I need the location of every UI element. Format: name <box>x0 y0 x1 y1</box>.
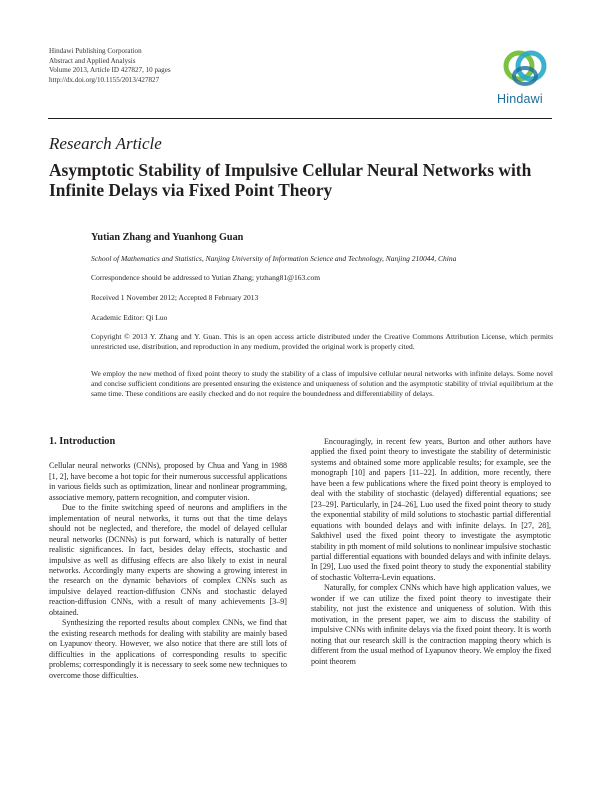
received-date: Received 1 November 2012; Accepted 8 February 2013 <box>91 293 259 302</box>
affiliation: School of Mathematics and Statistics, Nanjing University of Information Science and Technology, Nanjing 210044, China <box>91 254 457 263</box>
academic-editor: Academic Editor: Qi Luo <box>91 313 168 322</box>
paragraph: Synthesizing the reported results about complex CNNs, we find that the existing research methods for dealing with stability are mainly based on Lyapunov theory. However, we also notice that there are still lots of difficulties in the applications of corresponding results to specific problems; correspondingly it is necessary to seek some new techniques to overcome those difficulties. <box>49 618 287 680</box>
title-line-2: Infinite Delays via Fixed Point Theory <box>49 180 333 200</box>
authors: Yutian Zhang and Yuanhong Guan <box>91 232 244 243</box>
article-type: Research Article <box>49 134 162 153</box>
publisher-name: Hindawi Publishing Corporation <box>49 47 142 55</box>
title-line-1: Asymptotic Stability of Impulsive Cellular Neural Networks with <box>49 160 532 180</box>
article-title <box>49 160 559 200</box>
publication-info <box>49 47 171 85</box>
correspondence: Correspondence should be addressed to Yutian Zhang; ytzhang81@163.com <box>91 273 321 282</box>
journal-name: Abstract and Applied Analysis <box>49 56 136 65</box>
header-rule <box>48 118 552 119</box>
copyright-notice: Copyright © 2013 Y. Zhang and Y. Guan. This is an open access article distributed under the Creative Commons Attribution License, which permits unrestricted use, distribution, and reproduction in any medium, provided the original work is properly cited. <box>91 332 553 351</box>
abstract: We employ the new method of fixed point theory to study the stability of a class of impulsive cellular neural networks with infinite delays. Some novel and concise sufficient conditions are presented ensuring the existence and uniqueness of solution and the asymptotic stability of trivial equilibrium at the same time. These conditions are easily checked and do not require the boundedness and differentiability of delays. <box>91 369 553 398</box>
paragraph: Cellular neural networks (CNNs), proposed by Chua and Yang in 1988 [1, 2], have become a hot topic for their numerous successful applications in various fields such as optimization, linear and nonlinear programming, associative memory, pattern recognition, and computer vision. <box>49 461 287 502</box>
section-heading: 1. Introduction <box>49 436 116 447</box>
paragraph: Naturally, for complex CNNs which have high application values, we wonder if we can utilize the fixed point theory to investigate their stability, not just the existence and uniqueness of solution. With this motivation, in the present paper, we aim to discuss the stability of impulsive CNNs with infinite delays via the fixed point theory. It is worth noting that our research skill is the contraction mapping theory which is different from the usual method of Lyapunov theory. We employ the fixed point theorem <box>311 583 551 666</box>
right-column <box>311 437 551 667</box>
volume-line: Volume 2013, Article ID 427827, 10 pages <box>49 66 171 75</box>
doi-link[interactable]: http://dx.doi.org/10.1155/2013/427827 <box>49 75 160 84</box>
paragraph: Encouragingly, in recent few years, Burton and other authors have applied the fixed point theory to investigate the stability of deterministic systems and obtained some more applicable results; for example, see the monograph [10] and papers [11–22]. In addition, more recently, there have been a few publications where the fixed point theory is employed to deal with the stability of stochastic (delayed) differential equations; see [23–29]. Particularly, in [24–26], Luo used the fixed point theory to study the exponential stability of mild solutions to stochastic partial differential equations with bounded delays and with infinite delays. In [27, 28], Sakthivel used the fixed point theory to investigate the asymptotic stability in pth moment of mild solutions to nonlinear impulsive stochastic partial differential equations with bounded delays and with infinite delays. In [29], Luo used the fixed point theory to study the exponential stability of stochastic Volterra-Levin equations. <box>311 437 551 582</box>
paragraph: Due to the finite switching speed of neurons and amplifiers in the implementation of neural networks, it turns out that the time delays should not be neglected, and therefore, the model of delayed cellular neural networks (DCNNs) is put forward, which is naturally of better realistic significances. In fact, besides delay effects, stochastic and impulsive as well as diffusing effects are also likely to exist in neural networks. Accordingly many experts are showing a growing interest in the research on the dynamic behaviors of complex CNNs such as impulsive delayed reaction-diffusion CNNs and stochastic delayed reaction-diffusion CNNs, with a result of many achievements [3–9] obtained. <box>49 503 287 617</box>
left-column <box>49 437 287 681</box>
hindawi-logo-text: Hindawi <box>497 92 543 106</box>
